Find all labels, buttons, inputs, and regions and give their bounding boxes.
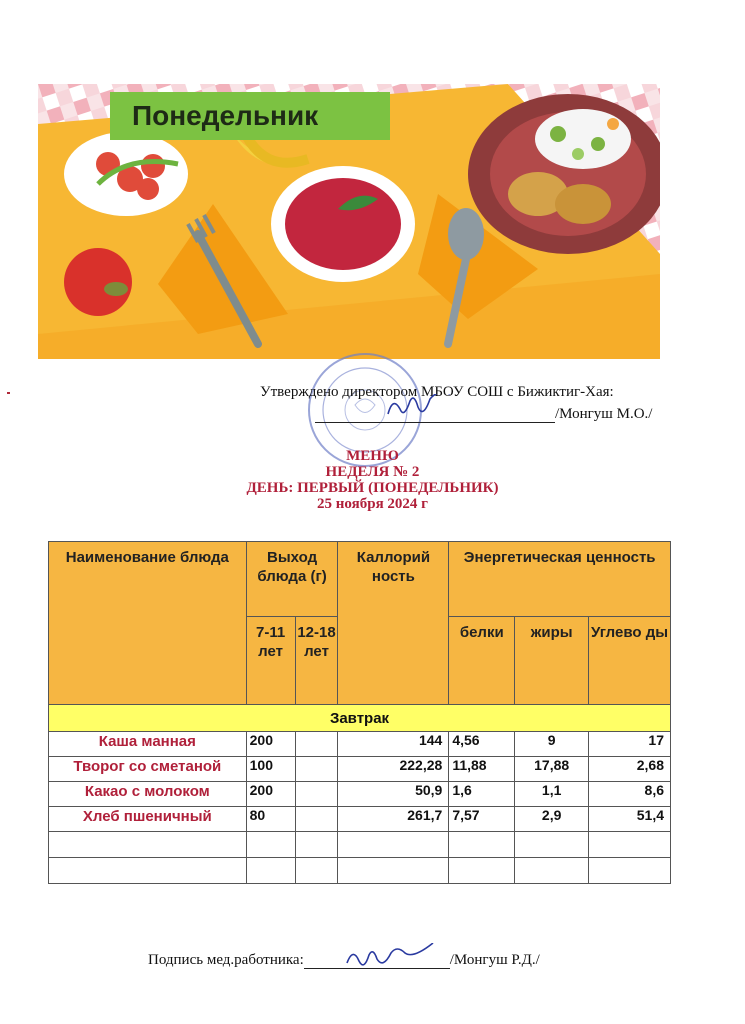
header-dish-name: Наименование блюда bbox=[49, 542, 247, 705]
dish-name: Каша манная bbox=[49, 732, 247, 757]
output-12-18 bbox=[295, 782, 338, 807]
header-output: Выход блюда (г) bbox=[246, 542, 338, 617]
output-12-18 bbox=[295, 807, 338, 832]
proteins: 4,56 bbox=[449, 732, 515, 757]
day-title: ДЕНЬ: ПЕРВЫЙ (ПОНЕДЕЛЬНИК) bbox=[246, 480, 499, 496]
day-title-banner: Понедельник bbox=[110, 92, 390, 140]
carbs: 2,68 bbox=[589, 757, 671, 782]
medic-signature-block bbox=[148, 952, 540, 969]
header-carbs: Углево ды bbox=[589, 617, 671, 705]
proteins: 1,6 bbox=[449, 782, 515, 807]
proteins: 11,88 bbox=[449, 757, 515, 782]
output-12-18 bbox=[295, 757, 338, 782]
dish-name: Какао с молоком bbox=[49, 782, 247, 807]
header-calories: Каллорий ность bbox=[338, 542, 449, 705]
table-row bbox=[49, 732, 671, 757]
week-title: НЕДЕЛЯ № 2 bbox=[325, 464, 420, 480]
fats: 1,1 bbox=[515, 782, 589, 807]
output-12-18 bbox=[295, 732, 338, 757]
fats: 9 bbox=[515, 732, 589, 757]
fats: 17,88 bbox=[515, 757, 589, 782]
ink-dot bbox=[7, 392, 10, 394]
carbs: 51,4 bbox=[589, 807, 671, 832]
table-row bbox=[49, 807, 671, 832]
empty-row bbox=[49, 832, 671, 858]
header-fats: жиры bbox=[515, 617, 589, 705]
calories: 144 bbox=[338, 732, 449, 757]
output-7-11: 80 bbox=[246, 807, 295, 832]
header-proteins: белки bbox=[449, 617, 515, 705]
carbs: 8,6 bbox=[589, 782, 671, 807]
approval-line: Утверждено директором МБОУ СОШ с Бижиктиг-Хая: bbox=[260, 384, 614, 400]
output-7-11: 200 bbox=[246, 782, 295, 807]
empty-row bbox=[49, 858, 671, 884]
header-age-7-11: 7-11 лет bbox=[246, 617, 295, 705]
calories: 261,7 bbox=[338, 807, 449, 832]
approval-signature-line bbox=[315, 406, 652, 423]
table-row bbox=[49, 757, 671, 782]
dish-name: Творог со сметаной bbox=[49, 757, 247, 782]
director-signature-scribble bbox=[385, 394, 455, 424]
section-breakfast: Завтрак bbox=[49, 705, 671, 732]
fats: 2,9 bbox=[515, 807, 589, 832]
director-name: /Монгуш М.О./ bbox=[555, 406, 653, 422]
dish-name: Хлеб пшеничный bbox=[49, 807, 247, 832]
menu-title: МЕНЮ bbox=[346, 448, 399, 464]
carbs: 17 bbox=[589, 732, 671, 757]
table-row bbox=[49, 782, 671, 807]
header-age-12-18: 12-18 лет bbox=[295, 617, 338, 705]
output-7-11: 100 bbox=[246, 757, 295, 782]
spoon-icon bbox=[448, 208, 484, 260]
medic-name: /Монгуш Р.Д./ bbox=[449, 952, 540, 968]
medic-signature-scribble bbox=[345, 943, 435, 969]
calories: 222,28 bbox=[338, 757, 449, 782]
header-energy: Энергетическая ценность bbox=[449, 542, 671, 617]
approval-block bbox=[260, 384, 680, 422]
medic-signature-label: Подпись мед.работника: bbox=[148, 952, 304, 968]
menu-table bbox=[48, 541, 671, 884]
proteins: 7,57 bbox=[449, 807, 515, 832]
calories: 50,9 bbox=[338, 782, 449, 807]
output-7-11: 200 bbox=[246, 732, 295, 757]
date-title: 25 ноября 2024 г bbox=[317, 496, 428, 512]
menu-headings bbox=[0, 448, 745, 512]
tomato-icon bbox=[64, 248, 132, 316]
